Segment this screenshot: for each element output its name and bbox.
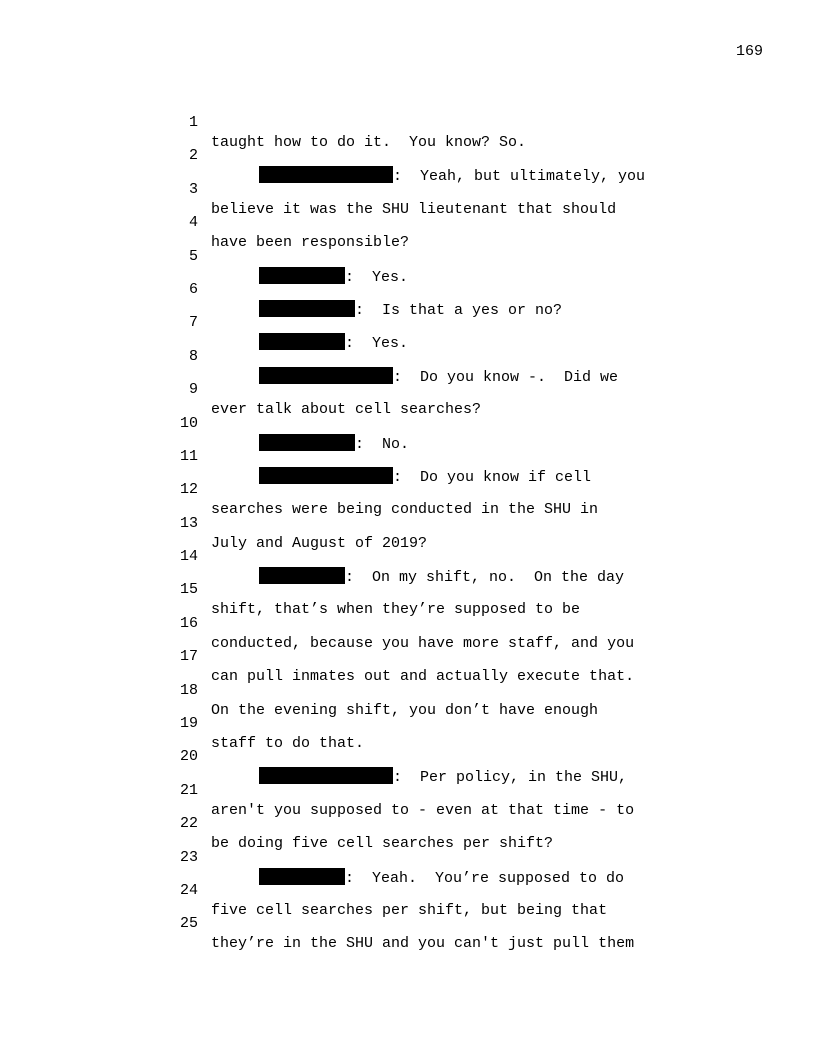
line-number: 12 bbox=[179, 481, 198, 499]
line-text: aren't you supposed to - even at that time - to bbox=[211, 801, 635, 819]
transcript-line bbox=[170, 193, 690, 252]
line-number: 16 bbox=[179, 614, 198, 632]
line-number: 8 bbox=[188, 347, 198, 365]
transcript-line bbox=[170, 560, 690, 619]
line-text: five cell searches per shift, but being that bbox=[211, 901, 608, 919]
line-number: 11 bbox=[179, 447, 198, 465]
page-number: 169 bbox=[735, 43, 763, 60]
line-number: 14 bbox=[179, 548, 198, 566]
line-text: be doing five cell searches per shift? bbox=[211, 835, 554, 853]
line-text: believe it was the SHU lieutenant that should bbox=[211, 200, 617, 218]
line-number: 17 bbox=[179, 648, 198, 666]
line-number: 3 bbox=[188, 180, 198, 198]
line-text: : Per policy, in the SHU, bbox=[393, 769, 628, 787]
line-text: : Yes. bbox=[345, 335, 409, 353]
transcript-line bbox=[170, 894, 690, 953]
transcript-line bbox=[170, 828, 690, 887]
line-text: staff to do that. bbox=[211, 735, 365, 753]
line-text: taught how to do it. You know? So. bbox=[211, 134, 527, 151]
transcript-line bbox=[170, 394, 690, 453]
line-number: 22 bbox=[179, 815, 198, 833]
transcript-line bbox=[170, 160, 690, 218]
transcript-line bbox=[170, 227, 690, 286]
line-number: 25 bbox=[179, 915, 198, 933]
transcript-line bbox=[170, 360, 690, 419]
line-text: conducted, because you have more staff, and you bbox=[211, 634, 635, 652]
transcript-line bbox=[170, 327, 690, 386]
line-text: : Yeah. You’re supposed to do bbox=[345, 869, 625, 887]
line-number: 10 bbox=[179, 414, 198, 432]
transcript-line bbox=[170, 794, 690, 853]
transcript-line bbox=[170, 627, 690, 686]
line-number: 1 bbox=[188, 114, 198, 131]
line-number: 13 bbox=[179, 514, 198, 532]
line-text: : Is that a yes or no? bbox=[355, 301, 563, 319]
line-text: July and August of 2019? bbox=[211, 534, 428, 552]
transcript-line bbox=[170, 260, 690, 319]
line-text: : Do you know if cell bbox=[393, 468, 592, 486]
line-number: 23 bbox=[179, 848, 198, 866]
line-text: they’re in the SHU and you can't just pull them bbox=[211, 935, 635, 953]
line-number: 20 bbox=[179, 748, 198, 766]
line-number: 19 bbox=[179, 715, 198, 733]
line-text: searches were being conducted in the SHU in bbox=[211, 501, 599, 519]
transcript-line bbox=[170, 527, 690, 587]
line-number: 2 bbox=[188, 147, 198, 165]
transcript-line bbox=[170, 494, 690, 552]
line-number: 9 bbox=[188, 381, 198, 399]
line-text: shift, that’s when they’re supposed to be bbox=[211, 601, 581, 619]
line-text: can pull inmates out and actually execute that. bbox=[211, 668, 635, 686]
line-number: 6 bbox=[188, 280, 198, 298]
transcript-line bbox=[170, 761, 690, 819]
line-text: On the evening shift, you don’t have enough bbox=[211, 701, 599, 719]
line-text: have been responsible? bbox=[211, 234, 410, 252]
line-number: 5 bbox=[188, 247, 198, 265]
line-number: 24 bbox=[179, 881, 198, 899]
transcript-line bbox=[170, 460, 690, 519]
line-number: 4 bbox=[188, 214, 198, 232]
line-number: 7 bbox=[188, 314, 198, 332]
line-number: 18 bbox=[179, 681, 198, 699]
line-text: : No. bbox=[355, 435, 410, 453]
transcript-line bbox=[170, 293, 690, 353]
transcript-body bbox=[170, 93, 690, 953]
line-text: : Yeah, but ultimately, you bbox=[393, 168, 646, 186]
transcript-line bbox=[170, 727, 690, 787]
line-text: : On my shift, no. On the day bbox=[345, 569, 625, 587]
transcript-line bbox=[170, 594, 690, 652]
transcript-line bbox=[170, 93, 690, 151]
transcript-line bbox=[170, 427, 690, 486]
transcript-line bbox=[170, 661, 690, 719]
line-text: : Do you know -. Did we bbox=[393, 368, 619, 386]
transcript-line bbox=[170, 694, 690, 753]
line-number: 21 bbox=[179, 781, 198, 799]
line-number: 15 bbox=[179, 581, 198, 599]
transcript-line bbox=[170, 126, 690, 186]
line-text: ever talk about cell searches? bbox=[211, 401, 482, 419]
transcript-line bbox=[170, 861, 690, 919]
line-text: : Yes. bbox=[345, 268, 409, 286]
